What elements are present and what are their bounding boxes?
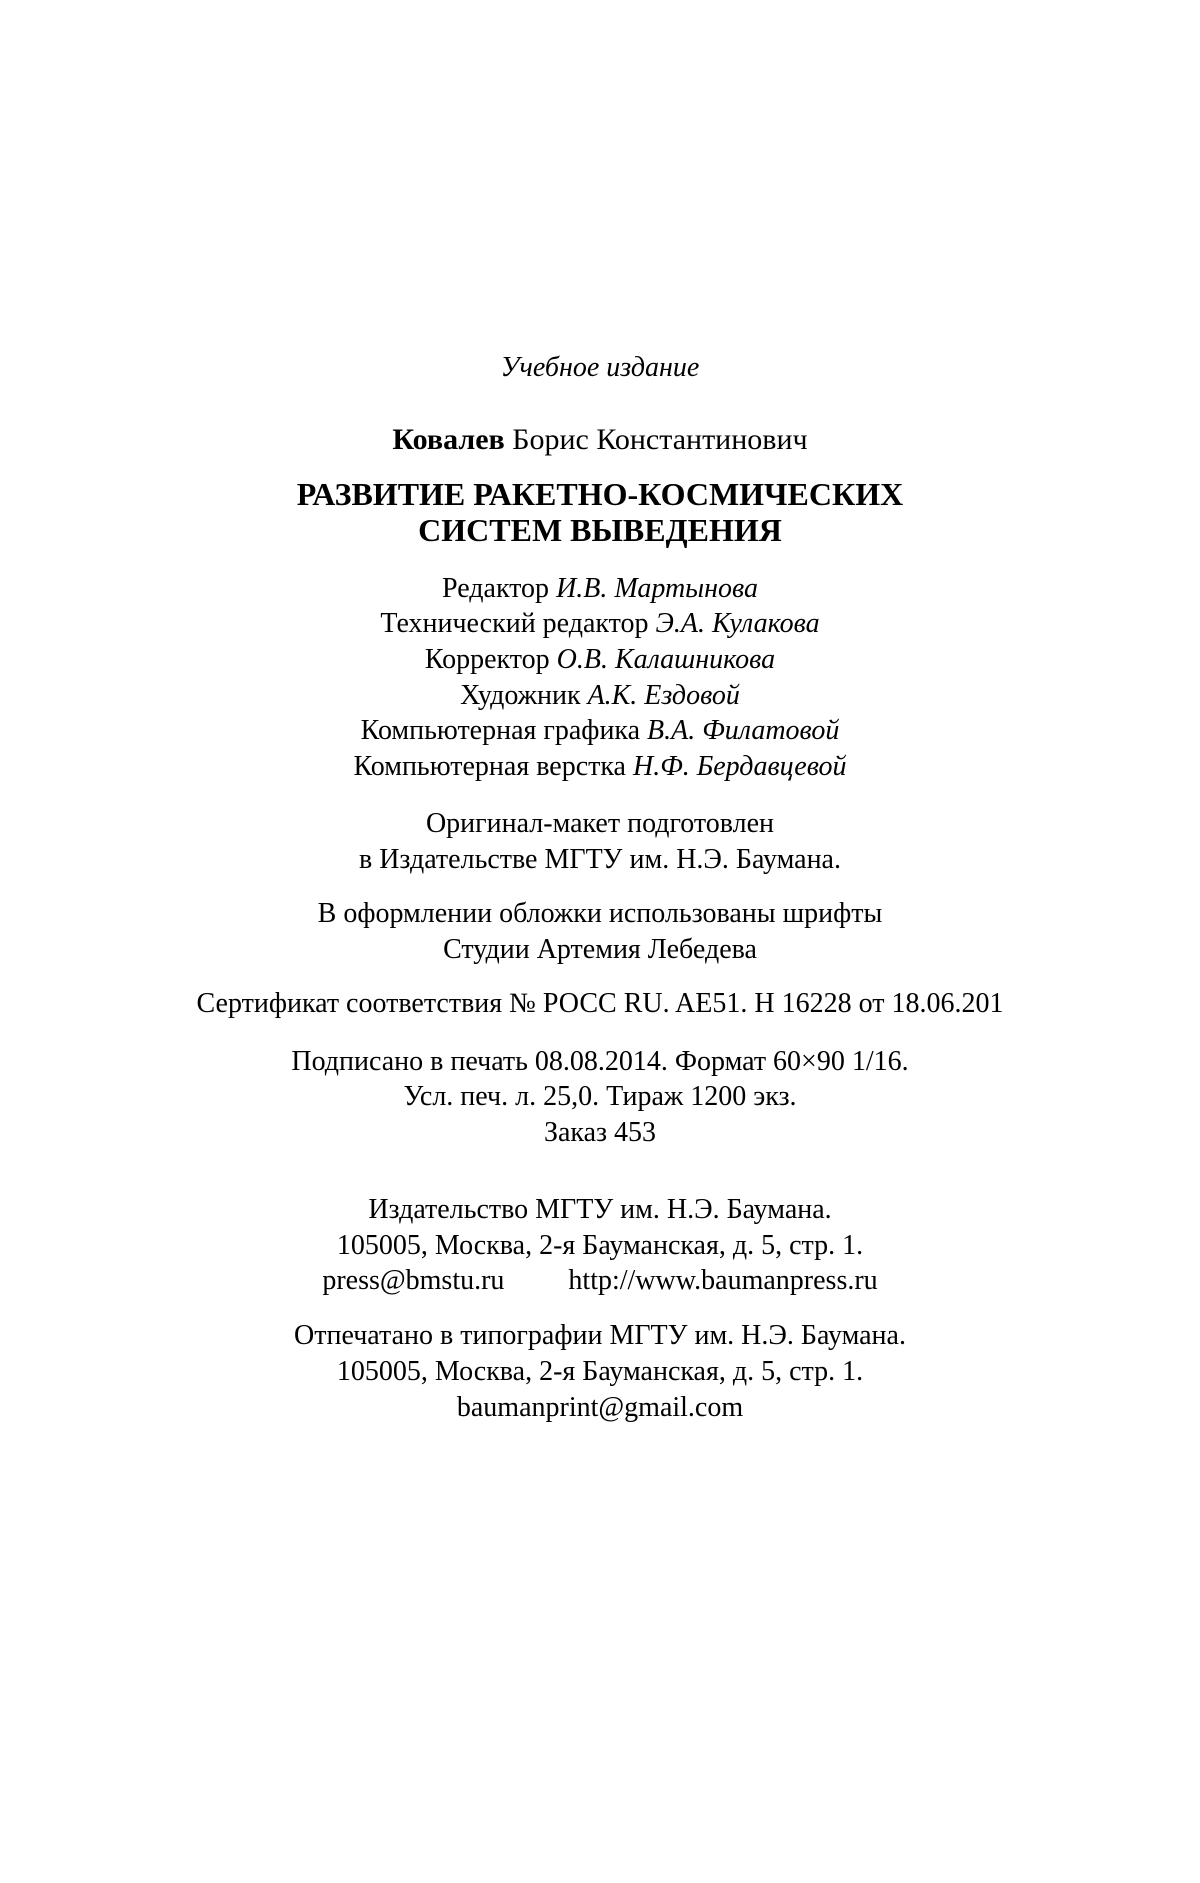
credit-role: Художник [460, 680, 581, 711]
printer-address: 105005, Москва, 2-я Бауманская, д. 5, стр. 1. [336, 1356, 864, 1387]
credit-role: Редактор [442, 573, 550, 604]
credit-person: Э.А. Кулакова [655, 608, 820, 639]
publisher-address: 105005, Москва, 2-я Бауманская, д. 5, стр. 1. [336, 1230, 864, 1261]
credit-layout [0, 753, 1200, 781]
credit-computer-graphics [0, 717, 1200, 745]
printer-email[interactable]: baumanprint@gmail.com [456, 1392, 744, 1423]
edition-type: Учебное издание [500, 352, 700, 383]
layout-note-line-2: в Издательстве МГТУ им. Н.Э. Баумана. [358, 844, 841, 875]
publisher-website[interactable]: http://www.baumanpress.ru [568, 1265, 878, 1296]
credit-role: Компьютерная верстка [353, 751, 626, 782]
credit-role: Технический редактор [380, 608, 649, 639]
author-given-names: Борис Константинович [512, 423, 808, 456]
fonts-note-line-2: Студии Артемия Лебедева [443, 934, 757, 965]
publisher-name: Издательство МГТУ им. Н.Э. Баумана. [368, 1194, 832, 1225]
certificate: Сертификат соответствия № РОСС RU. AE51. H 16228 от 18.06.201 [196, 988, 1004, 1019]
book-title-line-2: СИСТЕМ ВЫВЕДЕНИЯ [418, 512, 782, 548]
credit-person: А.К. Ездовой [587, 680, 740, 711]
credit-artist [0, 682, 1200, 710]
printer-name: Отпечатано в типографии МГТУ им. Н.Э. Баумана. [294, 1320, 906, 1351]
print-info-line-2: Усл. печ. л. 25,0. Тираж 1200 экз. [403, 1081, 797, 1112]
print-info-line-3: Заказ 453 [543, 1117, 657, 1148]
author-line [0, 425, 1200, 455]
publisher-email[interactable]: press@bmstu.ru [322, 1265, 505, 1296]
credit-role: Компьютерная графика [360, 715, 641, 746]
layout-note-line-1: Оригинал-макет подготовлен [425, 808, 775, 839]
credit-person: В.А. Филатовой [647, 715, 840, 746]
credit-technical-editor [0, 610, 1200, 638]
credit-person: Н.Ф. Бердавцевой [632, 751, 847, 782]
book-title-line-1: РАЗВИТИЕ РАКЕТНО-КОСМИЧЕСКИХ [296, 476, 904, 512]
fonts-note-line-1: В оформлении обложки использованы шрифты [317, 898, 883, 929]
credit-editor [0, 575, 1200, 603]
credit-person: О.В. Калашникова [556, 644, 776, 675]
credit-role: Корректор [424, 644, 550, 675]
publisher-contacts [0, 1267, 1200, 1295]
credit-proofreader [0, 646, 1200, 674]
author-surname: Ковалев [392, 423, 505, 456]
credit-person: И.В. Мартынова [556, 573, 758, 604]
print-info-line-1: Подписано в печать 08.08.2014. Формат 60×90 1/16. [291, 1046, 909, 1077]
